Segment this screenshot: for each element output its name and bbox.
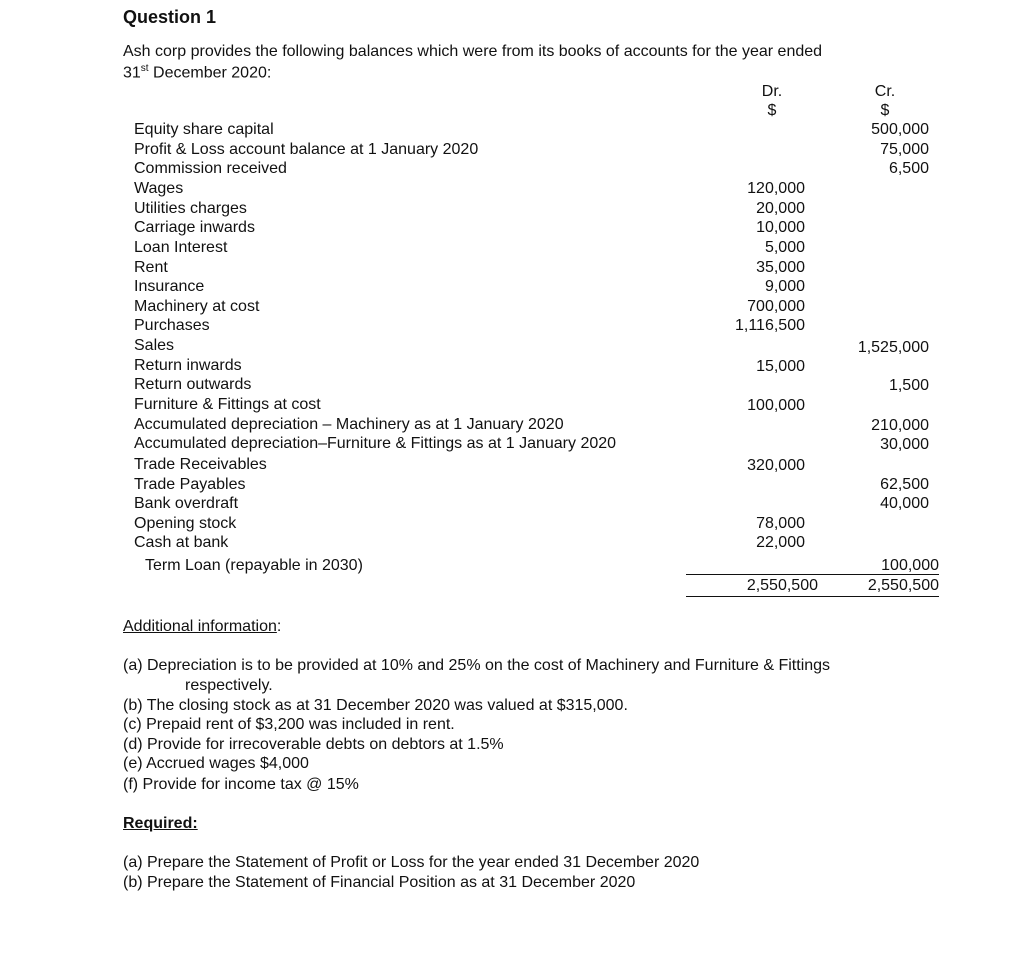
row-dr-value: 320,000 <box>747 457 805 474</box>
term-loan-label: Term Loan (repayable in 2030) <box>145 557 363 574</box>
question-title: Question 1 <box>123 7 217 27</box>
row-label: Equity share capital <box>134 121 274 138</box>
row-dr-value: 120,000 <box>747 180 805 197</box>
row-cr-value: 1,500 <box>888 377 929 394</box>
dr-column-label: Dr. <box>761 83 783 100</box>
intro-date-suffix: st <box>140 63 149 74</box>
additional-info-heading-colon: : <box>276 618 282 635</box>
row-cr-value: 1,525,000 <box>857 339 929 356</box>
cr-column-label: Cr. <box>874 83 896 100</box>
info-item-a: (a) Depreciation is to be provided at 10% and 25% on the cost of Machinery and Furniture & Fittings <box>123 657 831 674</box>
term-loan-cr-value: 100,000 <box>881 557 939 574</box>
row-label: Accumulated depreciation–Furniture & Fittings as at 1 January 2020 <box>134 435 617 452</box>
row-label: Cash at bank <box>134 534 229 551</box>
row-label: Accumulated depreciation – Machinery as at 1 January 2020 <box>134 416 564 433</box>
row-dr-value: 10,000 <box>756 219 805 236</box>
row-label: Trade Receivables <box>134 456 267 473</box>
required-heading: Required: <box>123 815 198 832</box>
total-dr-value: 2,550,500 <box>746 577 818 594</box>
row-label: Return outwards <box>134 376 252 393</box>
row-dr-value: 22,000 <box>756 534 805 551</box>
row-label: Profit & Loss account balance at 1 January 2020 <box>134 141 479 158</box>
info-item-c: (c) Prepaid rent of $3,200 was included in rent. <box>123 716 455 733</box>
row-label: Machinery at cost <box>134 298 260 315</box>
intro-line-2 <box>123 63 271 82</box>
row-dr-value: 35,000 <box>756 259 805 276</box>
info-item-f: (f) Provide for income tax @ 15% <box>123 776 359 793</box>
total-top-rule <box>686 574 939 575</box>
row-dr-value: 9,000 <box>764 278 805 295</box>
row-dr-value: 78,000 <box>756 515 805 532</box>
row-label: Opening stock <box>134 515 237 532</box>
row-label: Insurance <box>134 278 205 295</box>
row-label: Carriage inwards <box>134 219 255 236</box>
row-label: Commission received <box>134 160 287 177</box>
info-item-e: (e) Accrued wages $4,000 <box>123 755 309 772</box>
row-cr-value: 75,000 <box>880 141 929 158</box>
row-label: Trade Payables <box>134 476 246 493</box>
total-bottom-rule <box>686 596 939 597</box>
row-dr-value: 15,000 <box>756 358 805 375</box>
intro-line-1: Ash corp provides the following balances which were from its books of accounts for the year ended <box>123 43 823 60</box>
row-label: Sales <box>134 337 175 354</box>
row-cr-value: 6,500 <box>888 160 929 177</box>
intro-date-day: 31 <box>123 64 141 82</box>
required-item-b: (b) Prepare the Statement of Financial Position as at 31 December 2020 <box>123 874 636 891</box>
row-dr-value: 700,000 <box>747 298 805 315</box>
required-item-a: (a) Prepare the Statement of Profit or Loss for the year ended 31 December 2020 <box>123 854 700 871</box>
row-cr-value: 500,000 <box>871 121 929 138</box>
additional-info-heading-text: Additional information <box>123 618 277 635</box>
cr-column-unit: $ <box>880 102 890 119</box>
row-dr-value: 20,000 <box>756 200 805 217</box>
row-dr-value: 5,000 <box>764 239 805 256</box>
row-label: Bank overdraft <box>134 495 239 512</box>
row-label: Loan Interest <box>134 239 228 256</box>
row-label: Furniture & Fittings at cost <box>134 396 321 413</box>
row-label: Return inwards <box>134 357 242 374</box>
row-cr-value: 30,000 <box>880 436 929 453</box>
additional-info-heading <box>123 618 281 636</box>
row-dr-value: 1,116,500 <box>735 317 805 334</box>
row-label: Wages <box>134 180 184 197</box>
info-item-a-continued: respectively. <box>185 677 273 694</box>
row-label: Rent <box>134 259 168 276</box>
row-cr-value: 62,500 <box>880 476 929 493</box>
dr-column-unit: $ <box>767 102 777 119</box>
row-dr-value: 100,000 <box>747 397 805 414</box>
row-cr-value: 210,000 <box>871 417 929 434</box>
intro-date-rest: December 2020: <box>148 64 272 82</box>
row-label: Purchases <box>134 317 210 334</box>
info-item-b: (b) The closing stock as at 31 December 2020 was valued at $315,000. <box>123 697 628 714</box>
total-cr-value: 2,550,500 <box>867 577 939 594</box>
row-cr-value: 40,000 <box>880 495 929 512</box>
info-item-d: (d) Provide for irrecoverable debts on debtors at 1.5% <box>123 736 504 753</box>
row-label: Utilities charges <box>134 200 247 217</box>
